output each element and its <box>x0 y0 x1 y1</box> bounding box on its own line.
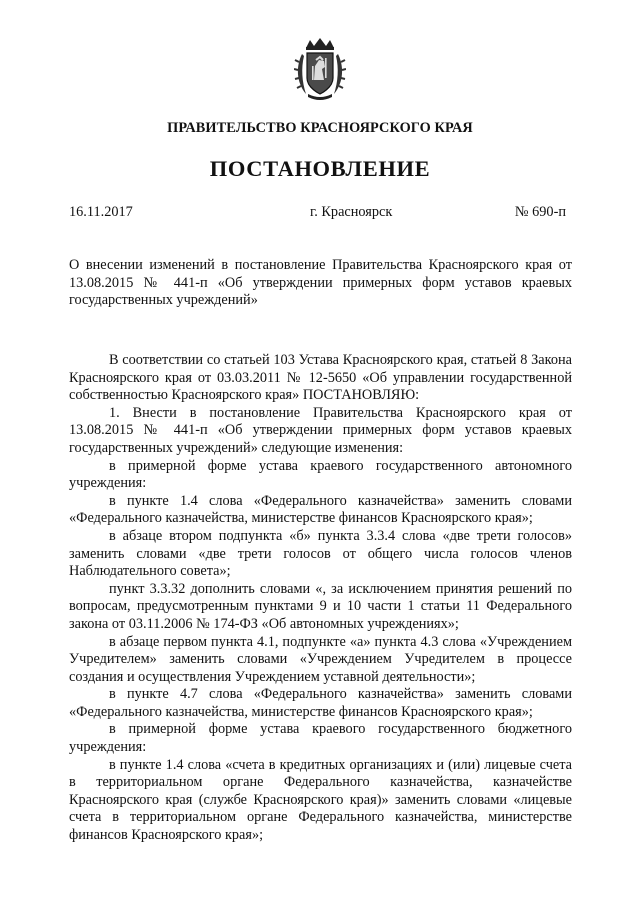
document-type-title: ПОСТАНОВЛЕНИЕ <box>209 156 431 181</box>
body-paragraph: В соответствии со статьей 103 Устава Красноярского края, статьей 8 Закона Красноярского края от 03.03.2011 № 12-5650 «Об управлении государственной собственностью Красноярского края» ПОСТАНОВЛЯЮ: <box>69 352 572 404</box>
body-paragraph: в примерной форме устава краевого государственного бюджетного учреждения: <box>69 721 572 756</box>
document-body <box>69 352 572 845</box>
document-city: г. Красноярск <box>310 204 393 220</box>
body-paragraph: пункт 3.3.32 дополнить словами «, за исключением принятия решений по вопросам, предусмотренным пунктами 9 и 10 части 1 статьи 11 Федерального закона от 03.11.2006 № 174-ФЗ «Об автономных учреждениях»; <box>69 580 572 632</box>
government-name: ПРАВИТЕЛЬСТВО КРАСНОЯРСКОГО КРАЯ <box>167 120 473 136</box>
body-paragraph: 1. Внести в постановление Правительства Красноярского края от 13.08.2015 № 441-п «Об утверждении примерных форм уставов краевых государственных учреждений» следующие изменения: <box>69 404 572 456</box>
document-number: № 690-п <box>514 204 566 220</box>
document-date: 16.11.2017 <box>69 204 133 220</box>
body-paragraph: в пункте 1.4 слова «Федерального казначейства» заменить словами «Федерального казначейства, министерстве финансов Красноярского края»; <box>69 492 572 527</box>
document-subject: О внесении изменений в постановление Правительства Красноярского края от 13.08.2015 № 441-п «Об утверждении примерных форм уставов краевых государственных учреждений» <box>69 257 572 309</box>
krasnoyarsk-coat-of-arms-icon <box>294 36 346 102</box>
body-paragraph: в абзаце первом пункта 4.1, подпункте «а» пункта 4.3 слова «Учреждением Учредителем» заменить словами «Учреждением Учредителем в процессе создания и осуществления Учреждением уставной деятельности»; <box>69 633 572 685</box>
body-paragraph: в пункте 1.4 слова «счета в кредитных организациях и (или) лицевые счета в территориальном органе Федерального казначейства, казначействе Красноярского края (службе Красноярского края)» заменить словами «лицевые счета в территориальном органе Федерального казначейства, министерстве финансов Красноярского края»; <box>69 756 572 844</box>
body-paragraph: в примерной форме устава краевого государственного автономного учреждения: <box>69 457 572 492</box>
body-paragraph: в абзаце втором подпункта «б» пункта 3.3.4 слова «две трети голосов» заменить словами «две трети голосов от общего числа голосов членов Наблюдательного совета»; <box>69 527 572 580</box>
body-paragraph: в пункте 4.7 слова «Федерального казначейства» заменить словами «Федерального казначейства, министерстве финансов Красноярского края»; <box>69 686 572 720</box>
